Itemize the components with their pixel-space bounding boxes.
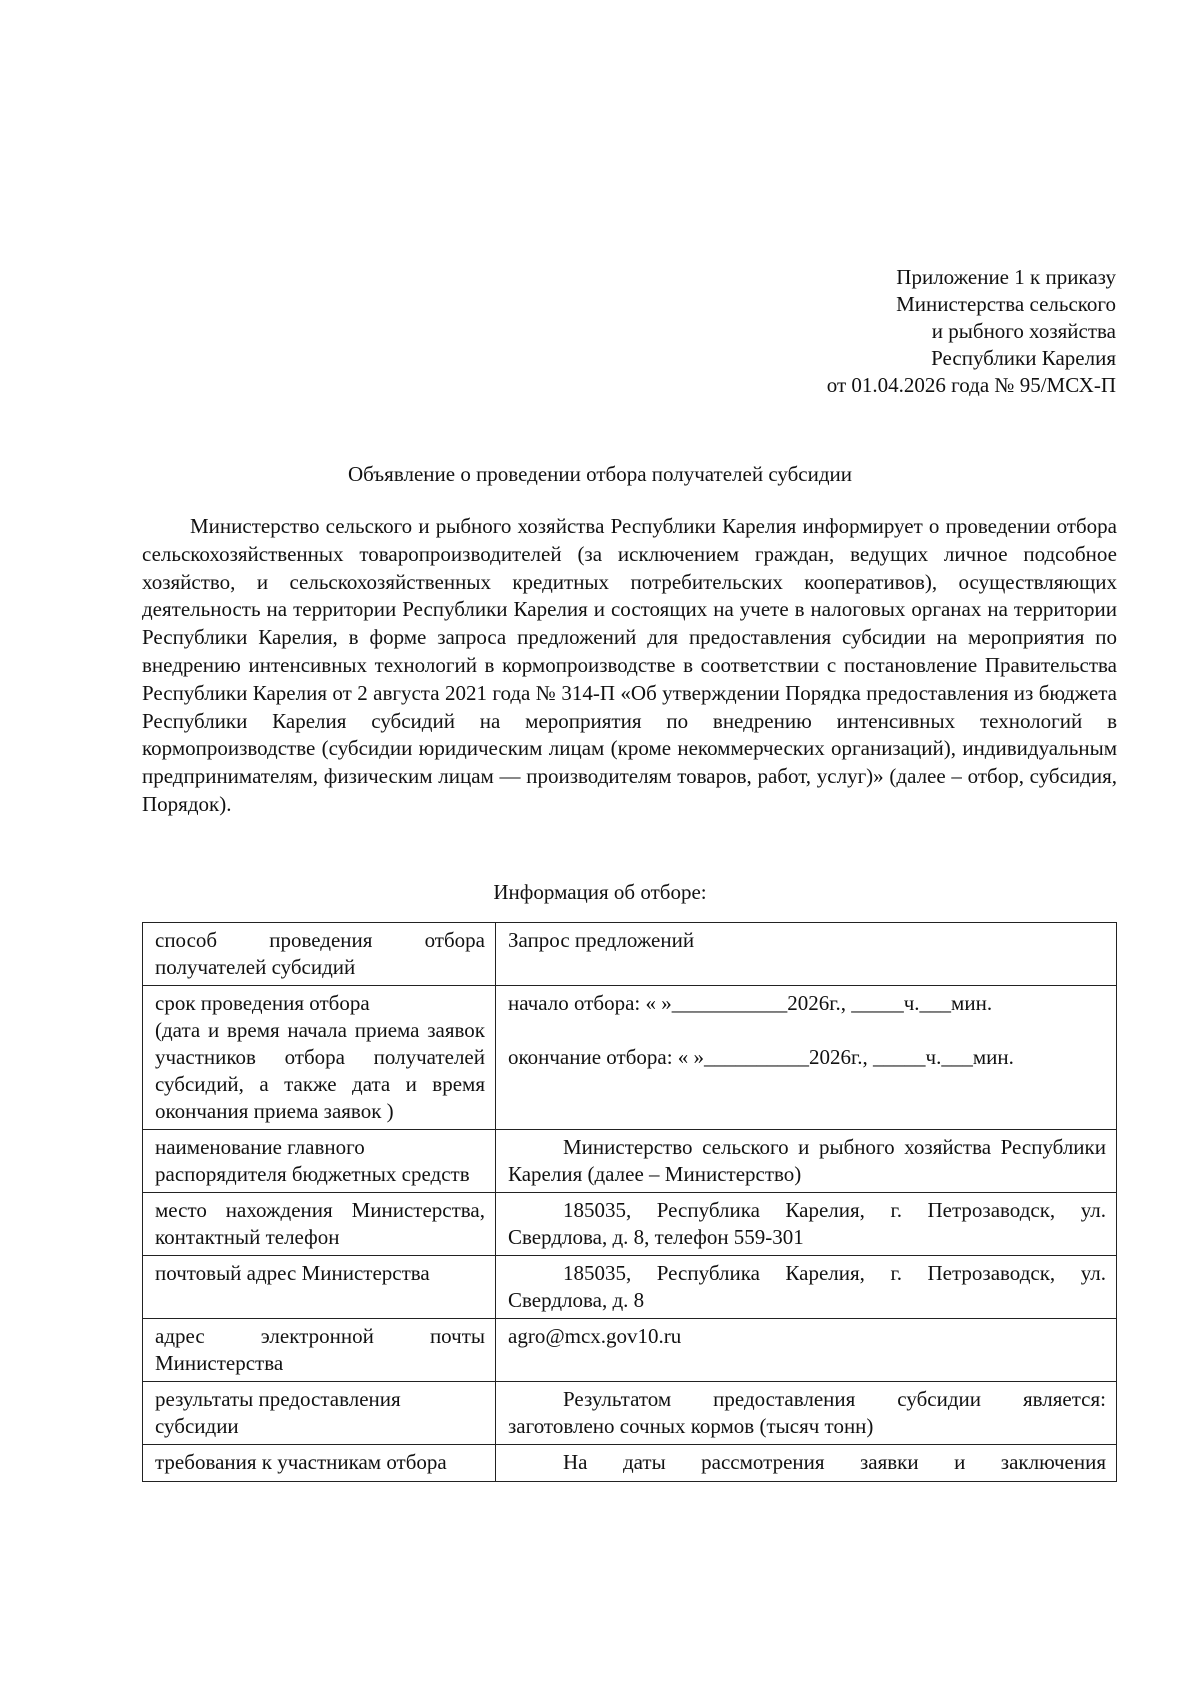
appendix-line: и рыбного хозяйства [931, 319, 1116, 343]
selection-info-table [142, 922, 1117, 1482]
appendix-line: от 01.04.2026 года № 95/МСХ-П [826, 373, 1116, 397]
row-label-title: срок проведения отбора [155, 991, 370, 1015]
table-row [143, 986, 1117, 1130]
row-value: 185035, Республика Карелия, г. Петрозаводск, ул. Свердлова, д. 8, телефон 559-301 [496, 1193, 1117, 1256]
selection-end-date: окончание отбора: « »__________2026г., _____ч.___мин. [508, 1045, 1014, 1069]
table-row [143, 1319, 1117, 1382]
table-row [143, 1256, 1117, 1319]
spacer [508, 1017, 1106, 1044]
row-label: результаты предоставления субсидии [143, 1382, 496, 1445]
table-caption: Информация об отборе: [493, 880, 707, 904]
row-label-note: (дата и время начала приема заявок участников отбора получателей субсидий, а также дата и время окончания приема заявок ) [155, 1018, 485, 1123]
table-row [143, 1193, 1117, 1256]
intro-paragraph: Министерство сельского и рыбного хозяйства Республики Карелия информирует о проведении отбора сельскохозяйственных товаропроизводителей (за исключением граждан, ведущих личное подсобное хозяйство, и сельскохозяйственных кредитных потребительских кооперативов), осуществляющих деятельность на территории Республики Карелия и состоящих на учете в налоговых органах на территории Республики Карелия, в форме запроса предложений для предоставления субсидии на мероприятия по внедрению интенсивных технологий в кормопроизводстве в соответствии с постановление Правительства Республики Карелия от 2 августа 2021 года № 314-П «Об утверждении Порядка предоставления из бюджета Республики Карелия субсидий на мероприятия по внедрению интенсивных технологий в кормопроизводстве (субсидии юридическим лицам (кроме некоммерческих организаций), индивидуальным предпринимателям, физическим лицам — производителям товаров, работ, услуг)» (далее – отбор, субсидия, Порядок). [142, 514, 1117, 816]
row-value: Результатом предоставления субсидии является: заготовлено сочных кормов (тысяч тонн) [496, 1382, 1117, 1445]
row-label: требования к участникам отбора [143, 1445, 496, 1482]
appendix-line: Приложение 1 к приказу [896, 265, 1116, 289]
row-value: 185035, Республика Карелия, г. Петрозаводск, ул. Свердлова, д. 8 [496, 1256, 1117, 1319]
document-title: Объявление о проведении отбора получателей субсидии [347, 462, 853, 486]
appendix-line: Республики Карелия [931, 346, 1116, 370]
appendix-header [596, 264, 1116, 399]
row-value: Министерство сельского и рыбного хозяйства Республики Карелия (далее – Министерство) [496, 1130, 1117, 1193]
table-row [143, 923, 1117, 986]
row-label: наименование главного распорядителя бюджетных средств [143, 1130, 496, 1193]
row-label [143, 986, 496, 1130]
row-value: agro@mcx.gov10.ru [496, 1319, 1117, 1382]
appendix-line: Министерства сельского [896, 292, 1116, 316]
row-value [496, 986, 1117, 1130]
row-value: Запрос предложений [496, 923, 1117, 986]
row-label: почтовый адрес Министерства [143, 1256, 496, 1319]
row-label: адрес электронной почты Министерства [143, 1319, 496, 1382]
row-label: место нахождения Министерства, контактный телефон [143, 1193, 496, 1256]
row-label: способ проведения отбора получателей субсидий [143, 923, 496, 986]
table-row [143, 1130, 1117, 1193]
selection-start-date: начало отбора: « »___________2026г., _____ч.___мин. [508, 991, 993, 1015]
table-row [143, 1382, 1117, 1445]
table-row [143, 1445, 1117, 1482]
row-value: На даты рассмотрения заявки и заключения [496, 1445, 1117, 1482]
